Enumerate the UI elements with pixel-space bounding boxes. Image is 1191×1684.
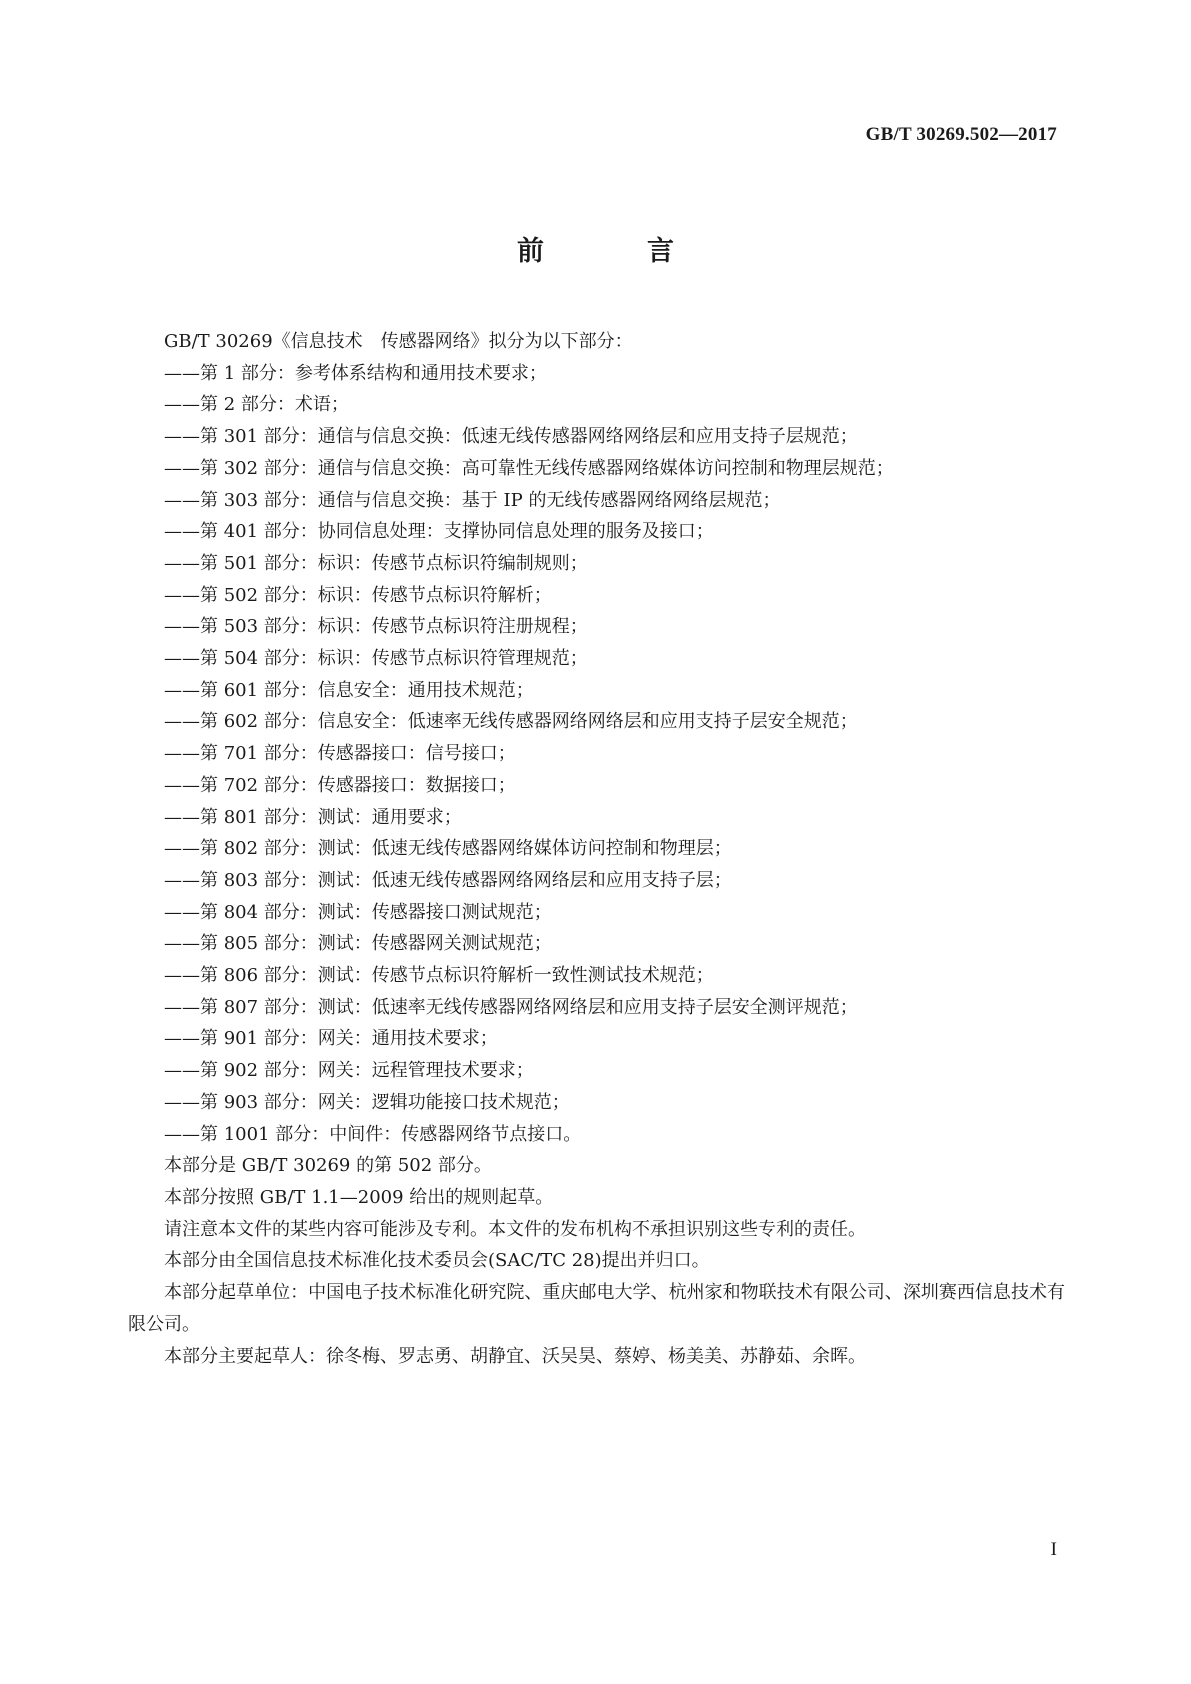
part-list-item: ——第 805 部分：测试：传感器网关测试规范； [164,933,552,955]
patent-notice: 请注意本文件的某些内容可能涉及专利。本文件的发布机构不承担识别这些专利的责任。 [164,1218,866,1240]
standard-code: GB/T 30269.502—2017 [865,124,1057,145]
part-list-item: ——第 303 部分：通信与信息交换：基于 IP 的无线传感器网络网络层规范； [164,489,781,511]
drafting-units-statement: 本部分起草单位：中国电子技术标准化研究院、重庆邮电大学、杭州家和物联技术有限公司、深圳赛西信息技术有限公司。 [128,1282,1065,1335]
part-list-item: ——第 902 部分：网关：远程管理技术要求； [164,1060,534,1082]
part-list-item: ——第 2 部分：术语； [164,394,349,416]
part-list-item: ——第 302 部分：通信与信息交换：高可靠性无线传感器网络媒体访问控制和物理层规范； [164,457,894,479]
drafting-rules-statement: 本部分按照 GB/T 1.1—2009 给出的规则起草。 [164,1186,554,1208]
part-list-item: ——第 502 部分：标识：传感节点标识符解析； [164,584,552,606]
part-list-item: ——第 601 部分：信息安全：通用技术规范； [164,679,534,701]
proposer-statement: 本部分由全国信息技术标准化技术委员会(SAC/TC 28)提出并归口。 [164,1250,710,1272]
part-list-item: ——第 802 部分：测试：低速无线传感器网络媒体访问控制和物理层； [164,838,732,860]
part-list-item: ——第 701 部分：传感器接口：信号接口； [164,743,516,765]
part-list-item: ——第 501 部分：标识：传感节点标识符编制规则； [164,552,588,574]
part-list-item: ——第 1001 部分：中间件：传感器网络节点接口。 [164,1123,582,1145]
part-list-item: ——第 901 部分：网关：通用技术要求； [164,1028,498,1050]
part-list-item: ——第 803 部分：测试：低速无线传感器网络网络层和应用支持子层； [164,869,732,891]
part-number-statement: 本部分是 GB/T 30269 的第 502 部分。 [164,1155,492,1177]
part-list-item: ——第 702 部分：传感器接口：数据接口； [164,774,516,796]
parts-list [128,358,1065,1151]
part-list-item: ——第 807 部分：测试：低速率无线传感器网络网络层和应用支持子层安全测评规范； [164,996,858,1018]
part-list-item: ——第 903 部分：网关：逻辑功能接口技术规范； [164,1091,570,1113]
part-list-item: ——第 804 部分：测试：传感器接口测试规范； [164,901,552,923]
part-list-item: ——第 504 部分：标识：传感节点标识符管理规范； [164,648,588,670]
part-list-item: ——第 1 部分：参考体系结构和通用技术要求； [164,362,547,384]
part-list-item: ——第 503 部分：标识：传感节点标识符注册规程； [164,616,588,638]
part-list-item: ——第 301 部分：通信与信息交换：低速无线传感器网络网络层和应用支持子层规范； [164,426,858,448]
part-list-item: ——第 602 部分：信息安全：低速率无线传感器网络网络层和应用支持子层安全规范； [164,711,858,733]
part-list-item: ——第 806 部分：测试：传感节点标识符解析一致性测试技术规范； [164,965,714,987]
page-number: I [1050,1539,1057,1560]
drafters-statement: 本部分主要起草人：徐冬梅、罗志勇、胡静宜、沃吴昊、蔡婷、杨美美、苏静茹、余晖。 [164,1345,866,1367]
part-list-item: ——第 401 部分：协同信息处理：支撑协同信息处理的服务及接口； [164,521,714,543]
document-body [128,326,1065,1372]
part-list-item: ——第 801 部分：测试：通用要求； [164,806,462,828]
intro-paragraph: GB/T 30269《信息技术 传感器网络》拟分为以下部分： [164,331,633,352]
page-title: 前 言 [517,236,712,267]
